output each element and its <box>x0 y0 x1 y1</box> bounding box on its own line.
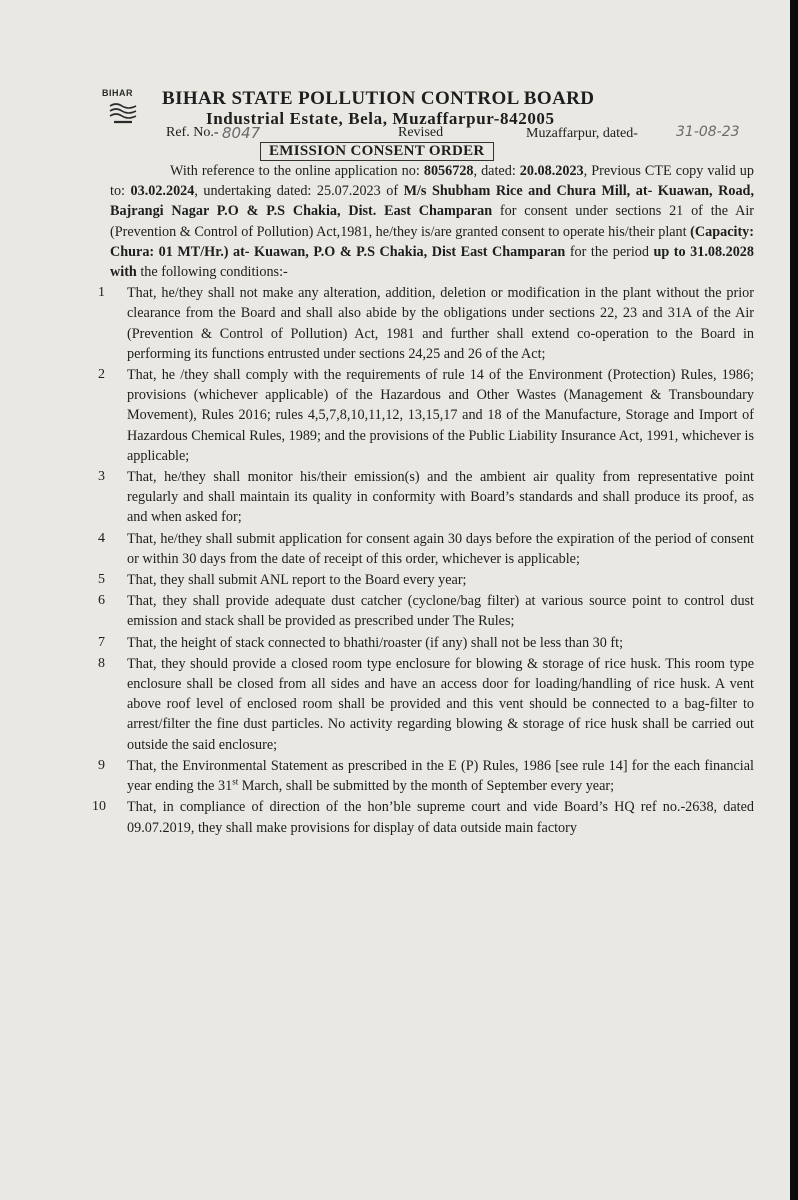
condition-item <box>98 570 754 590</box>
condition-text: That, he/they shall not make any alteration, addition, deletion or modification in the plant without the prior clearance from the Board and shall also abide by the obligations under sections 22, 23 and 31A of the Air (Prevention & Control of Pollution) Act, 1981 and further shall extend co-operation to the Board in performing its functions entrusted under sections 24,25 and 26 of the Act; <box>127 285 754 362</box>
condition-number: 2 <box>98 367 105 383</box>
board-logo <box>102 88 150 128</box>
order-title: EMISSION CONSENT ORDER <box>260 142 494 161</box>
application-date: 20.08.2023 <box>519 163 584 179</box>
logo-emblem-icon <box>108 102 138 124</box>
condition-text: That, he/they shall monitor his/their emission(s) and the ambient air quality from representative point regularly and shall maintain its quality in conformity with Board’s standards and shall produce its proof, as and when asked for; <box>127 469 754 526</box>
intro-text: , dated: <box>473 163 520 179</box>
condition-number: 9 <box>98 757 105 773</box>
intro-text: , Previous CTE copy valid up to: <box>110 163 754 200</box>
condition-item <box>98 591 754 631</box>
condition-number: 5 <box>98 572 105 588</box>
condition-text: That, the height of stack connected to bhathi/roaster (if any) shall not be less than 30 ft; <box>127 634 624 651</box>
condition-number: 1 <box>98 285 105 301</box>
logo-text: BIHAR <box>102 88 133 98</box>
condition-number: 3 <box>98 469 105 485</box>
condition-item <box>98 283 754 364</box>
condition-text: March, shall be submitted by the month of September every year; <box>238 778 615 795</box>
consent-period: up to 31.08.2028 with <box>110 243 754 281</box>
condition-text: That, they shall submit ANL report to the Board every year; <box>127 572 467 589</box>
dated-label: Muzaffarpur, dated- <box>526 126 638 141</box>
plant-capacity: (Capacity: Chura: 01 MT/Hr.) at- Kuawan, P.O & P.S Chakia, Dist East Champaran <box>110 223 754 260</box>
condition-text: That, he/they shall submit application for consent again 30 days before the expiration of the period of consent or within 30 days from the date of receipt of this order, whichever is applicable; <box>127 530 754 567</box>
condition-item <box>92 797 754 837</box>
condition-text: That, in compliance of direction of the hon’ble supreme court and vide Board’s HQ ref no.-2638, dated 09.07.2019, they shall make provisions for display of data outside main factory <box>127 799 754 836</box>
intro-text: for the period <box>565 243 654 260</box>
condition-text: That, they shall provide adequate dust catcher (cyclone/bag filter) at various source point to control dust emission and stack shall be provided as prescribed under The Rules; <box>127 593 754 630</box>
intro-text: the following conditions:- <box>136 264 288 281</box>
ref-number: 8047 <box>222 124 261 142</box>
condition-number: 4 <box>98 530 105 546</box>
board-name: BIHAR STATE POLLUTION CONTROL BOARD <box>162 88 595 109</box>
condition-number: 7 <box>98 634 105 650</box>
condition-number: 6 <box>98 593 105 609</box>
intro-text: , undertaking dated: 25.07.2023 of <box>194 183 404 200</box>
ordinal-suffix: st <box>232 776 239 787</box>
order-body <box>92 161 755 838</box>
intro-paragraph <box>110 161 754 282</box>
ref-label: Ref. No.- <box>166 125 219 140</box>
condition-item <box>98 756 754 796</box>
condition-item <box>98 365 754 466</box>
intro-text: With reference to the online application no: <box>170 163 424 179</box>
page-edge-shadow <box>790 0 798 1200</box>
condition-number: 10 <box>92 799 106 815</box>
condition-text: That, they should provide a closed room type enclosure for blowing & storage of rice husk. This room type enclosure shall be closed from all sides and have an access door for loading/handling of rice husk. A vent above roof level of enclosed room shall be provided and this vent should be connected to a bag-filter to arrest/filter the fine dust particles. No activity regarding blowing & storage of rice husk shall be carried out outside the said enclosure; <box>127 655 754 753</box>
condition-text: That, the Environmental Statement as prescribed in the E (P) Rules, 1986 [see rule 14] for the each financial year ending the 31 <box>127 757 754 795</box>
condition-item <box>98 654 754 755</box>
revised-label: Revised <box>398 125 444 140</box>
company-name: M/s Shubham Rice and Chura Mill, at- Kuawan, Road, Bajrangi Nagar P.O & P.S Chakia, Dist. East Champaran <box>110 183 754 220</box>
dated-value: 31-08-23 <box>676 124 740 140</box>
condition-item <box>98 467 754 528</box>
condition-item <box>98 529 754 569</box>
board-address: Industrial Estate, Bela, Muzaffarpur-842005 <box>206 109 555 128</box>
condition-text: That, he /they shall comply with the requirements of rule 14 of the Environment (Protection) Rules, 1986; provisions (whichever applicable) of the Hazardous and Other Wastes (Management & Transboundary Movement), Rules 2016; rules 4,5,7,8,10,11,12, 13,15,17 and 18 of the Manufacture, Storage and Import of Hazardous Chemical Rules, 1989; and the provisions of the Public Liability Insurance Act, 1991, whichever is applicable; <box>127 367 754 464</box>
condition-number: 8 <box>98 655 105 671</box>
application-number: 8056728 <box>423 163 474 179</box>
intro-text: for consent under sections 21 of the Air (Prevention & Control of Pollution) Act,1981, he/they is/are granted consent to operate his/their plant <box>110 203 755 240</box>
cte-valid-date: 03.02.2024 <box>130 183 195 200</box>
condition-item <box>98 633 754 653</box>
